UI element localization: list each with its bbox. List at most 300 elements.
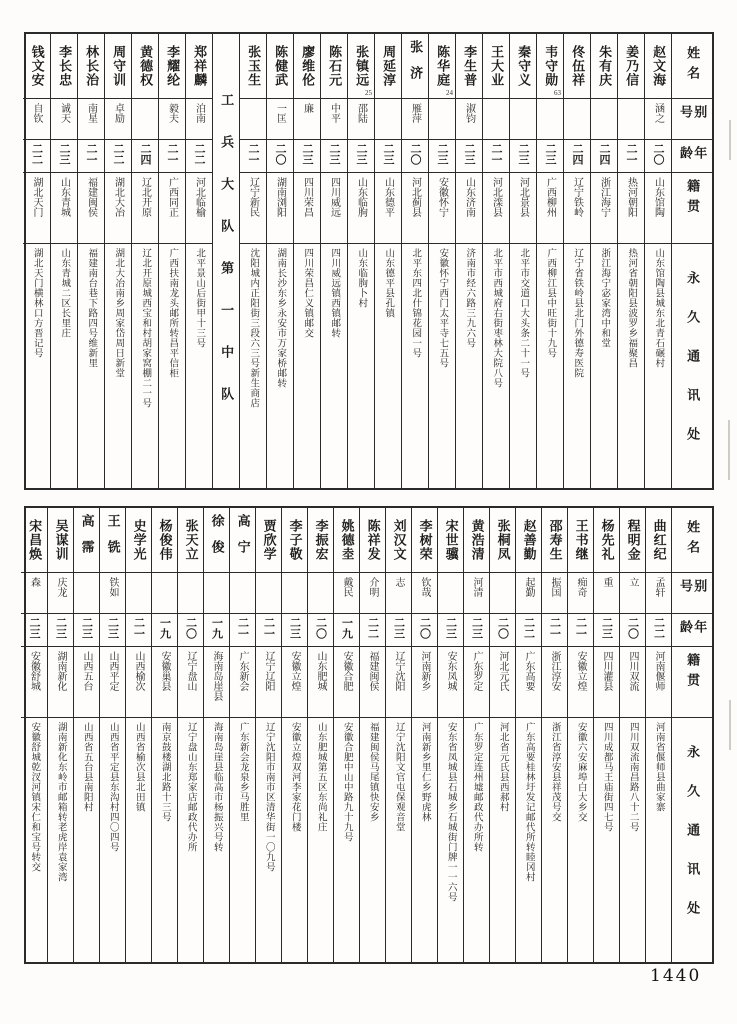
entry-address: 山西省五台县南阳村 — [81, 722, 92, 812]
entry-age: 二〇 — [184, 617, 197, 639]
roster-column — [131, 34, 158, 488]
header-cell — [672, 718, 712, 962]
entry-native: 安徽立煌 — [575, 651, 586, 691]
entry-name: 廖维伦 — [300, 45, 316, 87]
entry-native-cell — [204, 647, 229, 718]
entry-address-cell — [620, 718, 645, 962]
entry-age: 二四 — [598, 143, 611, 165]
entry-age-cell — [126, 614, 151, 647]
entry-alias: 河清 — [471, 577, 482, 597]
entry-alias: 立 — [627, 577, 638, 587]
roster-column — [151, 508, 177, 962]
entry-age: 二三 — [517, 143, 530, 165]
entry-native-cell — [256, 647, 281, 718]
entry-address: 辽宁省铁岭县北门外德寿医院 — [572, 248, 583, 378]
entry-address: 广西柳江县中旺街十九号 — [545, 248, 556, 358]
entry-address: 安东省凤城县石城乡石城街门牌一一六号 — [445, 722, 456, 902]
entry-native-cell — [105, 173, 131, 244]
divider-cell — [213, 34, 239, 488]
header-column — [671, 34, 712, 488]
entry-name: 徐俊 — [209, 514, 225, 566]
entry-address: 四川荣昌仁义镇邮交 — [302, 248, 313, 338]
entry-address-cell — [126, 718, 151, 962]
entry-alias: 南星 — [85, 103, 97, 123]
entry-name: 陈祥发 — [365, 519, 381, 561]
entry-alias: 涵之 — [652, 103, 664, 123]
entry-alias-cell — [159, 99, 185, 140]
entry-age-cell — [516, 614, 541, 647]
roster-column — [563, 34, 590, 488]
entry-native: 广东高要 — [523, 651, 534, 691]
entry-age-cell — [564, 140, 590, 173]
entry-address-cell — [429, 244, 455, 488]
entry-age-cell — [51, 140, 77, 173]
entry-age: 一九 — [340, 617, 353, 639]
entry-native: 安徽舒城 — [28, 651, 40, 691]
entry-name: 贾欣学 — [261, 519, 277, 561]
entry-name-cell — [282, 508, 307, 573]
entry-native: 辽北开原 — [139, 177, 151, 217]
roster-column — [644, 34, 671, 488]
header-cell — [672, 647, 712, 718]
entry-native-cell — [51, 173, 77, 244]
entry-alias-cell — [564, 99, 590, 140]
entry-name-cell — [48, 508, 73, 573]
entry-age-cell — [48, 614, 73, 647]
entry-native: 山东德平 — [382, 177, 394, 217]
entry-age-cell — [386, 614, 411, 647]
entry-address-cell — [186, 244, 212, 488]
entry-native-cell — [429, 173, 455, 244]
entry-address-cell — [256, 718, 281, 962]
entry-age: 二二 — [652, 617, 665, 639]
entry-alias: 雁萍 — [409, 103, 421, 123]
entry-age: 一九 — [158, 617, 171, 639]
entry-name: 杨先礼 — [599, 519, 615, 561]
entry-age: 二三 — [436, 143, 449, 165]
entry-name: 姜乃信 — [624, 45, 640, 87]
entry-age-cell — [483, 140, 509, 173]
entry-alias: 中平 — [328, 103, 340, 123]
entry-age: 二三 — [106, 617, 119, 639]
entry-age: 二一 — [574, 617, 587, 639]
entry-address-cell — [456, 244, 482, 488]
entry-age-cell — [591, 140, 617, 173]
entry-age-cell — [100, 614, 125, 647]
entry-footnote: 24 — [446, 89, 453, 97]
entry-address: 山东肥城第五区东尚礼庄 — [315, 722, 326, 832]
roster-column — [307, 508, 333, 962]
entry-alias: 森 — [28, 577, 40, 587]
entry-age-cell — [490, 614, 515, 647]
entry-native-cell — [178, 647, 203, 718]
entry-alias-cell — [204, 573, 229, 614]
roster-column — [401, 34, 428, 488]
entry-native-cell — [282, 647, 307, 718]
entry-name: 李生普 — [462, 45, 478, 87]
entry-name: 郑祥麟 — [192, 45, 208, 87]
entry-alias: 钦哉 — [419, 577, 430, 597]
entry-name: 高霈 — [79, 514, 95, 566]
entry-name-cell — [334, 508, 359, 573]
entry-name: 张天立 — [183, 519, 199, 561]
entry-address: 辽宁盘山东郑家店邮政代办所 — [185, 722, 196, 852]
entry-name-cell — [348, 34, 374, 99]
entry-native: 河北景县 — [517, 177, 529, 217]
entry-alias: 痴奇 — [575, 577, 586, 597]
entry-age-cell — [78, 140, 104, 173]
entry-age-cell — [230, 614, 255, 647]
roster-column — [73, 508, 99, 962]
entry-name: 王大业 — [489, 45, 505, 87]
roster-column — [104, 34, 131, 488]
entry-age: 二二 — [522, 617, 535, 639]
entry-native: 辽宁盘山 — [185, 651, 196, 691]
entry-alias-cell — [537, 99, 563, 140]
entry-address-cell — [240, 244, 266, 488]
entry-alias-cell — [23, 99, 50, 140]
roster-column — [437, 508, 463, 962]
entry-age-cell — [402, 140, 428, 173]
header-cell — [672, 173, 712, 244]
entry-alias: 淑钧 — [463, 103, 475, 123]
entry-native: 浙江海宁 — [598, 177, 610, 217]
entry-name: 程明金 — [625, 519, 641, 561]
header-cell — [672, 508, 712, 573]
entry-native: 安徽立煌 — [289, 651, 300, 691]
entry-native-cell — [386, 647, 411, 718]
entry-address: 安徽六安麻埠白大乡交 — [575, 722, 586, 822]
entry-native: 辽宁辽阳 — [263, 651, 274, 691]
entry-native-cell — [620, 647, 645, 718]
entry-address: 福建闽侯马尾镇快安乡 — [367, 722, 378, 822]
entry-age-cell — [132, 140, 158, 173]
entry-name: 韦守勋 — [543, 45, 559, 87]
entry-name-cell — [240, 34, 266, 99]
unit-divider-column — [212, 34, 239, 488]
header-native: 籍贯 — [685, 653, 701, 693]
entry-name: 王书继 — [573, 519, 589, 561]
roster-column — [489, 508, 515, 962]
entry-alias-cell — [294, 99, 320, 140]
entry-age-cell — [620, 614, 645, 647]
entry-alias: 卓励 — [112, 103, 124, 123]
entry-alias: 自钦 — [31, 103, 42, 123]
entry-native: 福建闽侯 — [85, 177, 97, 217]
roster-column — [645, 508, 671, 962]
entry-age: 二三 — [80, 617, 93, 639]
entry-address-cell — [594, 718, 619, 962]
entry-age: 二一 — [132, 617, 145, 639]
entry-name-cell — [456, 34, 482, 99]
entry-age-cell — [568, 614, 593, 647]
roster-column — [239, 34, 266, 488]
entry-alias-cell — [386, 573, 411, 614]
entry-name-cell — [386, 508, 411, 573]
entry-address: 浙江省淳安县祥茂号交 — [549, 722, 560, 822]
entry-name: 陈华庭 — [435, 45, 451, 87]
header-column — [671, 508, 712, 962]
entry-age-cell — [267, 140, 293, 173]
entry-name: 姚德坴 — [339, 519, 355, 561]
entry-address: 河南新乡里仁乡野虎林 — [419, 722, 430, 822]
entry-name-cell — [21, 508, 47, 573]
entry-address-cell — [542, 718, 567, 962]
entry-native: 湖北大冶 — [112, 177, 124, 217]
roster-column — [428, 34, 455, 488]
entry-address-cell — [204, 718, 229, 962]
entry-native-cell — [294, 173, 320, 244]
scan-edge-artifact — [729, 700, 731, 750]
entry-name-cell — [267, 34, 293, 99]
header-native: 籍贯 — [685, 179, 701, 219]
entry-alias-cell — [620, 573, 645, 614]
entry-address-cell — [348, 244, 374, 488]
entry-alias-cell — [186, 99, 212, 140]
entry-native: 湖北天门 — [31, 177, 42, 217]
roster-column — [374, 34, 401, 488]
entry-name-cell — [100, 508, 125, 573]
entry-address-cell — [48, 718, 73, 962]
entry-age: 二一 — [262, 617, 275, 639]
entry-address-cell — [645, 244, 671, 488]
entry-name: 杨俊伟 — [157, 519, 173, 561]
entry-name-cell — [568, 508, 593, 573]
entry-name-cell — [294, 34, 320, 99]
entry-native: 河南偃师 — [653, 651, 664, 691]
entry-name: 黄浩清 — [469, 519, 485, 561]
roster-column — [509, 34, 536, 488]
entry-address: 热河省朝阳县波罗乡福聚昌 — [626, 248, 637, 368]
entry-native-cell — [542, 647, 567, 718]
entry-address: 河北省元氏县西郝村 — [497, 722, 508, 812]
entry-age-cell — [186, 140, 212, 173]
entry-age: 二二 — [366, 617, 379, 639]
entry-address-cell — [159, 244, 185, 488]
entry-age-cell — [646, 614, 671, 647]
entry-address: 山东临朐卜村 — [356, 248, 367, 308]
entry-address-cell — [402, 244, 428, 488]
entry-native-cell — [594, 647, 619, 718]
entry-address-cell — [132, 244, 158, 488]
entry-alias-cell — [21, 573, 47, 614]
entry-address: 北平景山后街甲十三号 — [194, 248, 205, 348]
entry-name-cell — [178, 508, 203, 573]
roster-column — [23, 34, 50, 488]
entry-age-cell — [321, 140, 347, 173]
scan-edge-artifact — [728, 420, 730, 480]
entry-age: 二三 — [392, 617, 405, 639]
entry-age-cell — [159, 140, 185, 173]
entry-alias-cell — [321, 99, 347, 140]
entry-address: 四川双流南昌路八十二号 — [627, 722, 638, 832]
entry-native: 山西榆次 — [133, 651, 144, 691]
entry-age: 二二 — [30, 143, 43, 165]
entry-name: 吴谋训 — [53, 519, 69, 561]
roster-column — [158, 34, 185, 488]
entry-name-cell — [645, 34, 671, 99]
entry-native: 广西柳州 — [544, 177, 556, 217]
entry-alias-cell — [516, 573, 541, 614]
entry-alias-cell — [132, 99, 158, 140]
entry-age: 二三 — [58, 143, 71, 165]
entry-age-cell — [21, 614, 47, 647]
roster-column — [229, 508, 255, 962]
entry-name: 黄德权 — [138, 45, 154, 87]
entry-native-cell — [402, 173, 428, 244]
header-address: 永久通讯处 — [685, 270, 701, 466]
entry-address-cell — [510, 244, 536, 488]
entry-age-cell — [240, 140, 266, 173]
entry-address-cell — [267, 244, 293, 488]
entry-name: 张镇远 — [354, 45, 370, 87]
entry-name-cell — [132, 34, 158, 99]
entry-age: 二三 — [444, 617, 457, 639]
header-name: 姓名 — [685, 46, 701, 86]
entry-name: 高宁 — [235, 514, 251, 566]
entry-address-cell — [51, 244, 77, 488]
entry-age: 二二 — [193, 143, 206, 165]
entry-age: 二一 — [236, 617, 249, 639]
entry-native: 安徽怀宁 — [436, 177, 448, 217]
entry-name: 宋世骥 — [443, 519, 459, 561]
entry-alias-cell — [178, 573, 203, 614]
entry-name: 李长忠 — [57, 45, 73, 87]
entry-alias-cell — [240, 99, 266, 140]
entry-alias-cell — [429, 99, 455, 140]
entry-name: 陈石元 — [327, 45, 343, 87]
entry-alias-cell — [100, 573, 125, 614]
entry-name: 李振宏 — [313, 519, 329, 561]
entry-age-cell — [204, 614, 229, 647]
entry-native: 山东临朐 — [355, 177, 367, 217]
roster-column — [333, 508, 359, 962]
roster-column — [21, 508, 47, 962]
entry-age: 二三 — [328, 143, 341, 165]
entry-name: 邵寿生 — [547, 519, 563, 561]
roster-column — [619, 508, 645, 962]
entry-native-cell — [21, 647, 47, 718]
entry-name-cell — [591, 34, 617, 99]
unit-divider-label: 工兵大队第一中队 — [219, 93, 235, 429]
roster-column — [77, 34, 104, 488]
entry-alias-cell — [510, 99, 536, 140]
entry-age-cell — [334, 614, 359, 647]
roster-column — [320, 34, 347, 488]
entry-name: 陈健武 — [273, 45, 289, 87]
entry-address-cell — [564, 244, 590, 488]
entry-name-cell — [412, 508, 437, 573]
entry-native-cell — [240, 173, 266, 244]
entry-address-cell — [23, 244, 50, 488]
entry-address: 沈阳城内正阳街三段六三号新生商店 — [248, 248, 259, 408]
entry-alias: 戴民 — [341, 577, 352, 597]
entry-native-cell — [490, 647, 515, 718]
entry-alias-cell — [542, 573, 567, 614]
entry-address-cell — [294, 244, 320, 488]
entry-address: 辽宁沈阳市南市区清华街一〇九号 — [263, 722, 274, 872]
entry-address-cell — [230, 718, 255, 962]
entry-native: 辽宁沈阳 — [393, 651, 404, 691]
entry-address: 北平市交道口大头条二十一号 — [518, 248, 529, 378]
entry-address-cell — [438, 718, 463, 962]
entry-address: 湖南长沙东乡永安市万家桥邮转 — [275, 248, 286, 388]
entry-alias: 志 — [393, 577, 404, 587]
entry-age-cell — [375, 140, 401, 173]
entry-age: 二一 — [548, 617, 561, 639]
entry-native-cell — [78, 173, 104, 244]
entry-alias-cell — [412, 573, 437, 614]
entry-address: 安徽舒城乾汊河镇宋仁和宝号转交 — [29, 722, 40, 872]
entry-alias: 邵陆 — [355, 103, 367, 123]
entry-age: 二〇 — [314, 617, 327, 639]
entry-age: 二〇 — [409, 143, 422, 165]
entry-age: 一九 — [210, 617, 223, 639]
entry-name-cell — [51, 34, 77, 99]
entry-alias: 庆龙 — [55, 577, 66, 597]
roster-column — [411, 508, 437, 962]
entry-age-cell — [360, 614, 385, 647]
entry-name: 史学光 — [131, 519, 147, 561]
entry-address: 山东馆陶县城东北青石碾村 — [653, 248, 664, 368]
entry-native-cell — [348, 173, 374, 244]
entry-name: 赵文海 — [651, 45, 667, 87]
entry-native: 山东肥城 — [315, 651, 326, 691]
entry-native-cell — [464, 647, 489, 718]
entry-address-cell — [490, 718, 515, 962]
roster-column — [617, 34, 644, 488]
entry-address-cell — [516, 718, 541, 962]
entry-name: 李子敬 — [287, 519, 303, 561]
entry-name-cell — [308, 508, 333, 573]
header-cell — [672, 140, 712, 173]
entry-native: 安徽巢县 — [159, 651, 170, 691]
entry-age: 二三 — [544, 143, 557, 165]
entry-alias-cell — [490, 573, 515, 614]
entry-address-cell — [618, 244, 644, 488]
entry-native-cell — [568, 647, 593, 718]
roster-column — [359, 508, 385, 962]
entry-alias-cell — [282, 573, 307, 614]
entry-age: 二一 — [490, 143, 503, 165]
page-number: 1440 — [650, 966, 702, 986]
roster-column — [590, 34, 617, 488]
entry-alias: 廉 — [301, 103, 313, 113]
entry-native: 四川荣昌 — [301, 177, 313, 217]
entry-address: 济南市经六路三九六号 — [464, 248, 475, 348]
entry-name-cell — [230, 508, 255, 573]
entry-native-cell — [564, 173, 590, 244]
entry-name: 李树荣 — [417, 519, 433, 561]
entry-name: 朱有庆 — [597, 45, 613, 87]
entry-name-cell — [159, 34, 185, 99]
entry-native-cell — [438, 647, 463, 718]
entry-address: 广东新会龙泉乡马胜里 — [237, 722, 248, 822]
entry-native: 河南新乡 — [419, 651, 430, 691]
entry-alias-cell — [618, 99, 644, 140]
roster-column — [593, 508, 619, 962]
entry-alias: 诚天 — [58, 103, 70, 123]
entry-age: 二三 — [54, 617, 67, 639]
entry-address: 海南岛崖县临高市杨振兴号转 — [211, 722, 222, 852]
entry-name: 赵善勤 — [521, 519, 537, 561]
entry-name: 李耀纶 — [165, 45, 181, 87]
entry-address: 安徽立煌双河李家花门楼 — [289, 722, 300, 832]
entry-address-cell — [483, 244, 509, 488]
entry-name: 宋昌焕 — [27, 519, 43, 561]
entry-age: 二〇 — [626, 617, 639, 639]
entry-name: 佟伍祥 — [570, 45, 586, 87]
